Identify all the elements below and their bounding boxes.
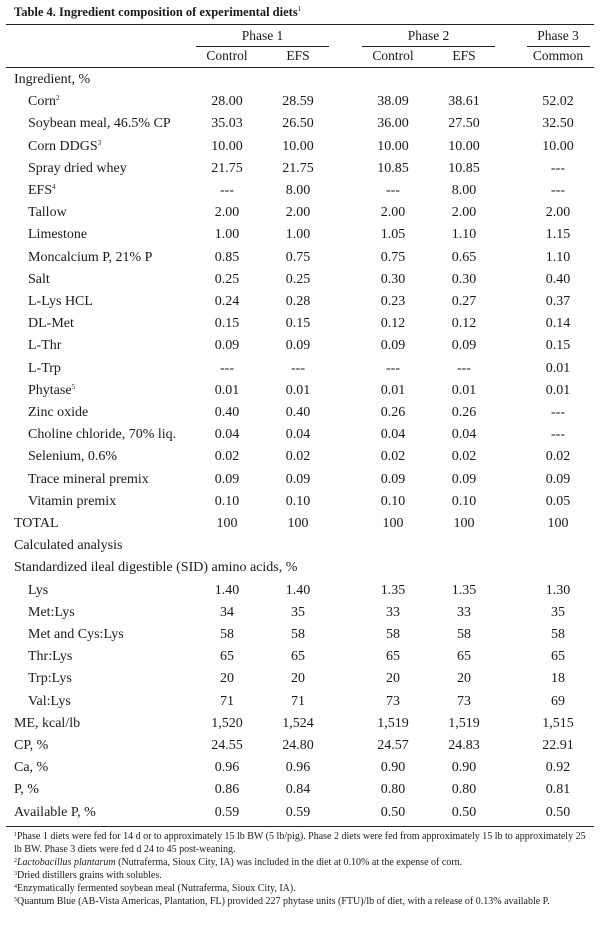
table-cell: 1.10 xyxy=(545,250,571,265)
table-cell: 65 xyxy=(291,649,305,664)
ingredient-row xyxy=(6,358,594,380)
row-label: Moncalcium P, 21% P xyxy=(28,250,153,265)
table-cell: 0.40 xyxy=(545,272,571,287)
ingredient-row xyxy=(6,291,594,313)
table-cell: 2.00 xyxy=(380,205,406,220)
row-label: Zinc oxide xyxy=(28,405,89,420)
table-cell: 100 xyxy=(382,516,404,531)
table-cell: 24.83 xyxy=(448,738,480,753)
row-label: ME, kcal/lb xyxy=(14,716,81,731)
table-cell: --- xyxy=(220,361,234,376)
table-cell: 0.12 xyxy=(451,316,477,331)
row-label: Phytase$^5$ xyxy=(28,383,76,398)
row-label: Selenium, 0.6% xyxy=(28,449,118,464)
table-cell: 58 xyxy=(457,627,471,642)
ingredient-row xyxy=(6,180,594,202)
table-cell: 100 xyxy=(216,516,238,531)
table-cell: 65 xyxy=(457,649,471,664)
table-cell: 0.92 xyxy=(545,760,571,775)
table-cell: --- xyxy=(386,183,400,198)
table-cell: 0.09 xyxy=(380,338,406,353)
table-cell: 1.35 xyxy=(451,583,477,598)
row-label: Vitamin premix xyxy=(28,494,117,509)
col-header-p3-common: Common xyxy=(532,48,584,63)
footnote-2: $^2$Lactobacillus plantarum (Nutraferma, Sioux City, IA) was included in the diet at 0.10% at the expense of corn. xyxy=(14,857,463,868)
table-cell: 20 xyxy=(457,671,471,686)
table-cell: 0.30 xyxy=(451,272,477,287)
table-cell: 36.00 xyxy=(377,116,409,131)
col-header-p1-control: Control xyxy=(206,48,248,63)
analysis-row xyxy=(6,713,594,735)
table-cell: 21.75 xyxy=(211,161,243,176)
amino-acid-row xyxy=(6,602,594,624)
ingredient-row xyxy=(6,469,594,491)
ingredient-row xyxy=(6,313,594,335)
table-cell: 0.50 xyxy=(451,805,477,820)
table-cell: 1.40 xyxy=(214,583,240,598)
row-label: Trace mineral premix xyxy=(28,472,149,487)
table-cell: 0.27 xyxy=(451,294,477,309)
ingredient-row xyxy=(6,269,594,291)
table-cell: 0.25 xyxy=(285,272,311,287)
row-label: Val:Lys xyxy=(28,694,71,709)
row-label: Ca, % xyxy=(14,760,49,775)
phase-1-header: Phase 1 xyxy=(241,28,284,43)
table-cell: 0.10 xyxy=(380,494,406,509)
table-cell: 24.57 xyxy=(377,738,409,753)
table-cell: 0.28 xyxy=(285,294,311,309)
footnote-1: $^1$Phase 1 diets were fed for 14 d or to approximately 15 lb BW (5 lb/pig). Phase 2 diets were fed from approximately 15 lb to approximately 25 lb BW. Phase 3 diets were fed d 24 to 45 post-weaning. xyxy=(14,831,586,855)
table-cell: 38.61 xyxy=(448,94,480,109)
table-cell: 2.00 xyxy=(545,205,571,220)
table-cell: 0.01 xyxy=(214,383,240,398)
table-cell: 27.50 xyxy=(448,116,480,131)
table-cell: 18 xyxy=(551,671,565,686)
table-cell: 65 xyxy=(220,649,234,664)
table-cell: 0.59 xyxy=(285,805,311,820)
phase-1-rule xyxy=(196,46,329,47)
row-label: Spray dried whey xyxy=(28,161,127,176)
table-cell: 0.30 xyxy=(380,272,406,287)
table-cell: 0.01 xyxy=(451,383,477,398)
amino-acid-row xyxy=(6,646,594,668)
table-cell: 71 xyxy=(291,694,305,709)
table-cell: 33 xyxy=(386,605,400,620)
table-cell: 20 xyxy=(386,671,400,686)
footnote-4: $^4$Enzymatically fermented soybean meal (Nutraferma, Sioux City, IA). xyxy=(14,883,296,894)
row-label: Choline chloride, 70% liq. xyxy=(28,427,177,442)
table-cell: 0.02 xyxy=(380,449,406,464)
row-label: Corn$^2$ xyxy=(28,94,60,109)
table-cell: 0.02 xyxy=(214,449,240,464)
table-cell: 24.80 xyxy=(282,738,314,753)
table-cell: 32.50 xyxy=(542,116,574,131)
table-cell: 0.26 xyxy=(451,405,477,420)
row-label: Limestone xyxy=(28,227,88,242)
table-cell: 0.50 xyxy=(380,805,406,820)
table-cell: 0.65 xyxy=(451,250,477,265)
row-label: CP, % xyxy=(14,738,49,753)
table-cell: 0.05 xyxy=(545,494,571,509)
row-label: Available P, % xyxy=(14,805,96,820)
table-cell: 0.04 xyxy=(380,427,406,442)
table-cell: 0.14 xyxy=(545,316,571,331)
table-cell: 0.40 xyxy=(285,405,311,420)
table-cell: 0.01 xyxy=(380,383,406,398)
table-cell: 1,519 xyxy=(448,716,480,731)
table-cell: 10.00 xyxy=(542,139,574,154)
table-cell: 0.59 xyxy=(214,805,240,820)
row-label: TOTAL xyxy=(14,516,59,531)
amino-acid-row xyxy=(6,668,594,690)
table-cell: 33 xyxy=(457,605,471,620)
table-cell: 1.15 xyxy=(545,227,571,242)
table-cell: --- xyxy=(220,183,234,198)
table-cell: 73 xyxy=(386,694,400,709)
analysis-row xyxy=(6,779,594,801)
table-cell: 0.04 xyxy=(285,427,311,442)
table-cell: 1.05 xyxy=(380,227,406,242)
table-cell: 58 xyxy=(220,627,234,642)
table-cell: 73 xyxy=(457,694,471,709)
table-cell: 1.40 xyxy=(285,583,311,598)
row-label: Met:Lys xyxy=(28,605,75,620)
table-cell: 0.02 xyxy=(451,449,477,464)
table-cell: 0.81 xyxy=(545,782,571,797)
table-cell: 0.04 xyxy=(214,427,240,442)
table-cell: 1,519 xyxy=(377,716,409,731)
row-label: Corn DDGS$^3$ xyxy=(28,139,102,154)
table-cell: 22.91 xyxy=(542,738,574,753)
table-cell: 10.85 xyxy=(448,161,480,176)
ingredient-row xyxy=(6,224,594,246)
ingredient-row xyxy=(6,446,594,468)
section-ingredient xyxy=(6,69,594,91)
table-cell: 1.00 xyxy=(285,227,311,242)
table-cell: --- xyxy=(551,161,565,176)
table-cell: 0.84 xyxy=(285,782,311,797)
table-cell: 0.90 xyxy=(451,760,477,775)
table-cell: 0.04 xyxy=(451,427,477,442)
phase-3-rule xyxy=(527,46,590,47)
table-cell: --- xyxy=(551,427,565,442)
phase-2-header: Phase 2 xyxy=(407,28,450,43)
table-cell: 24.55 xyxy=(211,738,243,753)
table-cell: 0.09 xyxy=(451,472,477,487)
table-cell: 0.09 xyxy=(214,338,240,353)
row-label: Salt xyxy=(28,272,50,287)
phase-3-header: Phase 3 xyxy=(537,28,579,43)
amino-acid-row xyxy=(6,580,594,602)
ingredient-row xyxy=(6,247,594,269)
table-title: Table 4. Ingredient composition of experimental diets$^1$ xyxy=(14,5,302,20)
header-rule xyxy=(6,67,594,68)
row-label: Thr:Lys xyxy=(28,649,73,664)
table-cell: --- xyxy=(386,361,400,376)
ingredient-row xyxy=(6,91,594,113)
table-cell: 0.86 xyxy=(214,782,240,797)
ingredient-row xyxy=(6,158,594,180)
section-sid xyxy=(6,557,594,579)
table-cell: 0.25 xyxy=(214,272,240,287)
table-cell: 1,520 xyxy=(211,716,243,731)
table-cell: 0.24 xyxy=(214,294,240,309)
row-label: Calculated analysis xyxy=(14,538,123,553)
ingredient-row xyxy=(6,136,594,158)
table-cell: 8.00 xyxy=(451,183,477,198)
table-cell: 35 xyxy=(551,605,565,620)
table-cell: 100 xyxy=(453,516,475,531)
table-cell: 0.15 xyxy=(285,316,311,331)
col-header-p2-control: Control xyxy=(372,48,414,63)
table-cell: 10.00 xyxy=(211,139,243,154)
table-cell: 28.59 xyxy=(282,94,314,109)
amino-acid-row xyxy=(6,624,594,646)
table-cell: 1.10 xyxy=(451,227,477,242)
table-cell: 65 xyxy=(551,649,565,664)
footnote-mark: 2 xyxy=(56,94,60,102)
footnote-mark: 5 xyxy=(71,383,76,391)
row-label: Soybean meal, 46.5% CP xyxy=(28,116,171,131)
table-cell: 0.96 xyxy=(285,760,311,775)
row-label: L-Thr xyxy=(28,338,62,353)
table-cell: --- xyxy=(457,361,471,376)
table-cell: 38.09 xyxy=(377,94,409,109)
table-cell: 0.10 xyxy=(214,494,240,509)
ingredient-row xyxy=(6,402,594,424)
table-cell: 52.02 xyxy=(542,94,574,109)
row-label: Trp:Lys xyxy=(28,671,72,686)
row-label: Tallow xyxy=(28,205,67,220)
table-cell: 100 xyxy=(287,516,309,531)
table-cell: 0.80 xyxy=(380,782,406,797)
table-cell: 0.01 xyxy=(285,383,311,398)
row-label: EFS$^4$ xyxy=(28,183,56,198)
table-cell: 0.90 xyxy=(380,760,406,775)
table-cell: 21.75 xyxy=(282,161,314,176)
ingredient-row xyxy=(6,491,594,513)
table-cell: 0.96 xyxy=(214,760,240,775)
table-cell: 10.85 xyxy=(377,161,409,176)
table-cell: 0.85 xyxy=(214,250,240,265)
table-cell: 10.00 xyxy=(448,139,480,154)
table-cell: 0.10 xyxy=(285,494,311,509)
row-label: L-Trp xyxy=(28,361,61,376)
table-cell: 0.40 xyxy=(214,405,240,420)
table-cell: 34 xyxy=(220,605,234,620)
table-cell: 35.03 xyxy=(211,116,243,131)
phase-2-rule xyxy=(362,46,495,47)
row-label: P, % xyxy=(14,782,39,797)
amino-acid-row xyxy=(6,691,594,713)
table-cell: 71 xyxy=(220,694,234,709)
table-cell: 100 xyxy=(547,516,569,531)
table-cell: 0.01 xyxy=(545,383,571,398)
table-cell: 1,515 xyxy=(542,716,574,731)
table-cell: 0.09 xyxy=(285,472,311,487)
table-cell: 2.00 xyxy=(285,205,311,220)
row-label: Lys xyxy=(28,583,49,598)
row-label: Met and Cys:Lys xyxy=(28,627,124,642)
table-cell: 2.00 xyxy=(451,205,477,220)
table-cell: 58 xyxy=(551,627,565,642)
table-cell: 0.50 xyxy=(545,805,571,820)
table-cell: 20 xyxy=(220,671,234,686)
bottom-rule xyxy=(6,826,594,827)
table-cell: 0.23 xyxy=(380,294,406,309)
section-calculated xyxy=(6,535,594,557)
table-cell: 1,524 xyxy=(282,716,314,731)
table-cell: 0.75 xyxy=(285,250,311,265)
row-label: Standardized ileal digestible (SID) amino acids, % xyxy=(14,560,298,575)
analysis-row xyxy=(6,735,594,757)
table-cell: 26.50 xyxy=(282,116,314,131)
table-cell: 0.09 xyxy=(380,472,406,487)
table-cell: 58 xyxy=(386,627,400,642)
row-label: Ingredient, % xyxy=(14,72,91,87)
table-cell: 0.02 xyxy=(285,449,311,464)
table-cell: 0.02 xyxy=(545,449,571,464)
table-cell: 0.09 xyxy=(451,338,477,353)
col-header-p2-efs: EFS xyxy=(452,48,476,63)
table-cell: 58 xyxy=(291,627,305,642)
table-cell: 35 xyxy=(291,605,305,620)
table-cell: 2.00 xyxy=(214,205,240,220)
table-cell: 0.26 xyxy=(380,405,406,420)
table-cell: 10.00 xyxy=(377,139,409,154)
footnote-5: $^5$Quantum Blue (AB-Vista Americas, Plantation, FL) provided 227 phytase units (FTU)/lb of diet, with a release of 0.13% available P. xyxy=(14,896,550,907)
table-cell: 20 xyxy=(291,671,305,686)
analysis-row xyxy=(6,802,594,824)
table-cell: 1.00 xyxy=(214,227,240,242)
table-cell: 0.80 xyxy=(451,782,477,797)
table-cell: 69 xyxy=(551,694,565,709)
table-cell: 0.09 xyxy=(214,472,240,487)
ingredient-row xyxy=(6,424,594,446)
table-cell: 10.00 xyxy=(282,139,314,154)
table-cell: --- xyxy=(291,361,305,376)
table-cell: 0.12 xyxy=(380,316,406,331)
table-cell: 0.75 xyxy=(380,250,406,265)
table-cell: 0.37 xyxy=(545,294,571,309)
analysis-row xyxy=(6,757,594,779)
row-label: DL-Met xyxy=(28,316,74,331)
footnote-3: $^3$Dried distillers grains with solubles. xyxy=(14,870,162,881)
table-cell: 0.01 xyxy=(545,361,571,376)
top-rule xyxy=(6,24,594,25)
table-cell: --- xyxy=(551,183,565,198)
table-cell: 28.00 xyxy=(211,94,243,109)
row-label: L-Lys HCL xyxy=(28,294,93,309)
table-cell: 0.15 xyxy=(214,316,240,331)
ingredient-row xyxy=(6,380,594,402)
table-cell: 0.09 xyxy=(285,338,311,353)
table-cell: 0.10 xyxy=(451,494,477,509)
table-cell: 1.30 xyxy=(545,583,571,598)
table-cell: --- xyxy=(551,405,565,420)
footnote-mark: 3 xyxy=(97,139,102,147)
col-header-p1-efs: EFS xyxy=(286,48,310,63)
table-cell: 0.09 xyxy=(545,472,571,487)
ingredient-row xyxy=(6,335,594,357)
ingredient-row xyxy=(6,113,594,135)
table-cell: 0.15 xyxy=(545,338,571,353)
total-row xyxy=(6,513,594,535)
footnote-mark: 4 xyxy=(52,183,56,191)
ingredient-row xyxy=(6,202,594,224)
table-cell: 1.35 xyxy=(380,583,406,598)
table-cell: 8.00 xyxy=(285,183,311,198)
table-cell: 65 xyxy=(386,649,400,664)
